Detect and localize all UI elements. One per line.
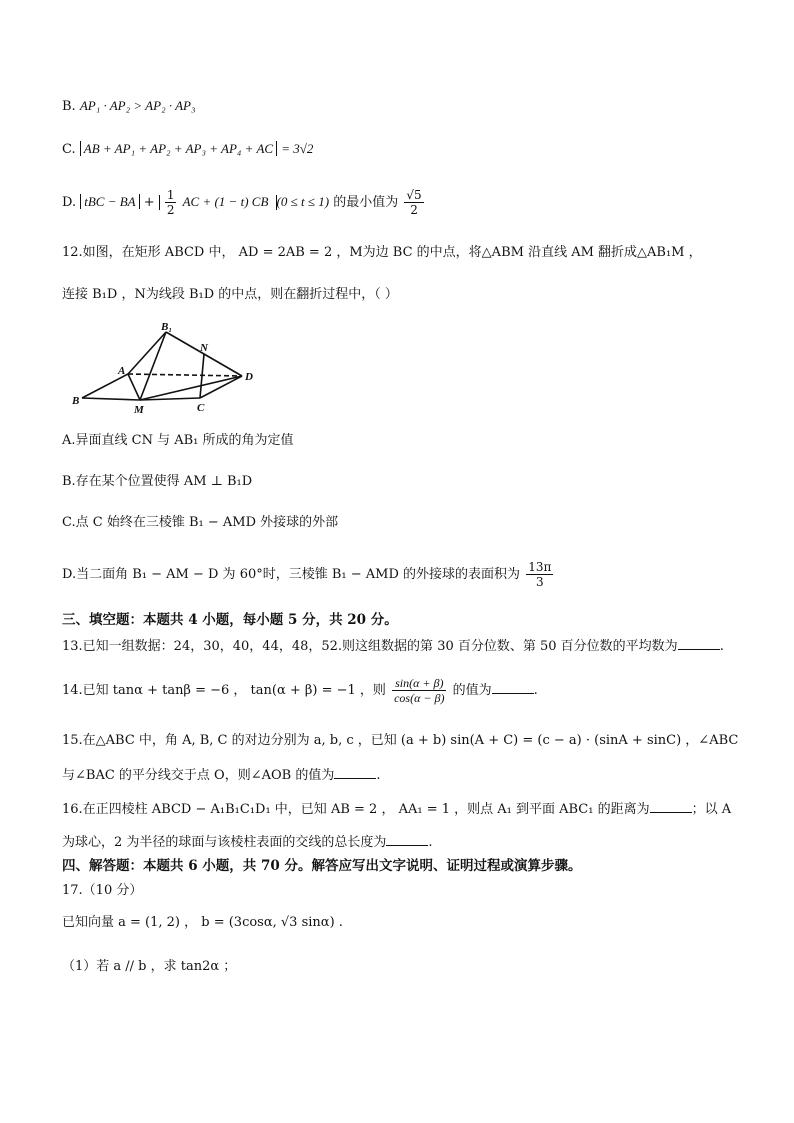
answer-blank bbox=[386, 833, 428, 846]
edge-BA bbox=[82, 374, 128, 398]
q12-stem-line-1: 12.如图，在矩形 ABCD 中， AD = 2AB = 2 ，M为边 BC 的中点，将△ABM 沿直线 AM 翻折成△AB₁M ， bbox=[62, 245, 702, 260]
option-b-expression: AP₁ · AP₂ > AP₂ · AP₃ bbox=[79, 98, 196, 113]
label-M: M bbox=[134, 404, 144, 416]
q17-given: 已知向量 a = (1, 2) ， b = (3cosα, √3 sinα) . bbox=[62, 915, 343, 930]
q16-line-1 bbox=[62, 800, 731, 819]
q17-part-1: （1）若 a // b ，求 tan2α ； bbox=[62, 959, 237, 974]
q14-tail: 的值为 bbox=[452, 683, 492, 698]
edge-AD-dashed bbox=[128, 374, 242, 376]
fraction-denominator: cos(α − β) bbox=[394, 691, 445, 705]
q12-stem-line-2: 连接 B₁D ，N为线段 B₁D 的中点，则在翻折过程中，（ ） bbox=[62, 287, 398, 302]
option-c-rhs: = 3√2 bbox=[281, 141, 314, 156]
fraction-denominator: 3 bbox=[535, 575, 544, 589]
q16-line-2: 为球心，2 为半径的球面与该棱柱表面的交线的总长度为 . bbox=[62, 835, 433, 850]
option-d-abs-term-1: tBC − BA bbox=[80, 194, 139, 209]
option-d-label: D. bbox=[62, 195, 77, 210]
option-d-term-2: AC + (1 − t) CB bbox=[182, 194, 269, 209]
q14-fraction bbox=[392, 676, 446, 705]
option-d bbox=[62, 188, 426, 217]
option-b-label: B. bbox=[62, 99, 76, 114]
option-d-answer-fraction bbox=[404, 188, 423, 217]
option-d-half-fraction bbox=[165, 188, 177, 217]
option-d-tail: 的最小值为 bbox=[333, 195, 399, 210]
fraction-numerator: 13π bbox=[528, 560, 552, 574]
fraction-denominator: 2 bbox=[410, 203, 418, 217]
q12-option-a: A.异面直线 CN 与 AB₁ 所成的角为定值 bbox=[62, 433, 294, 448]
q16-line-1-text: 16.在正四棱柱 ABCD − A₁B₁C₁D₁ 中，已知 AB = 2 ， AA₁ = 1 ，则点 A₁ 到平面 ABC₁ 的距离为 bbox=[62, 802, 650, 817]
option-c-label: C. bbox=[62, 142, 76, 157]
answer-blank bbox=[650, 800, 692, 813]
answer-blank bbox=[334, 766, 376, 779]
q12-option-b: B.存在某个位置使得 AM ⊥ B₁D bbox=[62, 474, 253, 489]
edge-BM bbox=[82, 398, 140, 400]
q16-line-2-text: 为球心，2 为半径的球面与该棱柱表面的交线的总长度为 bbox=[62, 835, 387, 850]
option-c bbox=[62, 140, 313, 159]
q12-option-d-text: D.当二面角 B₁ − AM − D 为 60°时，三棱锥 B₁ − AMD 的外接球的表面积为 bbox=[62, 567, 521, 582]
label-C: C bbox=[197, 402, 205, 414]
answer-blank bbox=[492, 681, 534, 694]
q12-option-d-fraction bbox=[526, 560, 553, 589]
section-3-heading: 三、填空题：本题共 4 小题，每小题 5 分，共 20 分。 bbox=[62, 612, 398, 628]
section-4-heading: 四、解答题：本题共 6 小题，共 70 分。解答应写出文字说明、证明过程或演算步骤。 bbox=[62, 858, 582, 874]
q13: 13.已知一组数据：24，30，40，44，48，52.则这组数据的第 30 百分位数、第 50 百分位数的平均数为 . bbox=[62, 639, 724, 654]
q13-text: 13.已知一组数据：24，30，40，44，48，52.则这组数据的第 30 百分位数、第 50 百分位数的平均数为 bbox=[62, 639, 678, 654]
edge-B1M bbox=[140, 332, 166, 400]
q12-fold-figure bbox=[70, 318, 270, 416]
q17-heading: 17.（10 分） bbox=[62, 883, 143, 898]
answer-blank bbox=[678, 637, 720, 650]
edge-CD bbox=[200, 376, 242, 398]
label-B: B bbox=[72, 395, 80, 407]
q12-option-c: C.点 C 始终在三棱锥 B₁ − AMD 外接球的外部 bbox=[62, 515, 339, 530]
q15-line-2-text: 与∠BAC 的平分线交于点 O，则∠AOB 的值为 bbox=[62, 768, 335, 783]
option-d-abs-term-2 bbox=[159, 188, 277, 217]
q14-text: 14.已知 tanα + tanβ = −6 ， tan(α + β) = −1 ，则 bbox=[62, 683, 386, 698]
label-B1: B₁ bbox=[161, 321, 173, 333]
label-A: A bbox=[118, 365, 126, 377]
fraction-denominator: 2 bbox=[166, 203, 175, 217]
edge-AB1 bbox=[128, 332, 166, 374]
q15-line-2: 与∠BAC 的平分线交于点 O，则∠AOB 的值为 . bbox=[62, 768, 381, 783]
label-N: N bbox=[200, 342, 208, 354]
q14: 14.已知 tanα + tanβ = −6 ， tan(α + β) = −1 ，则 $\frac{\sin(\alpha + \beta)}{\cos(\alpha - \beta)}$ 的值为 . bbox=[62, 676, 538, 705]
q15-line-1: 15.在△ABC 中，角 A, B, C 的对边分别为 a, b, c ，已知 (a + b) sin(A + C) = (c − a) · (sinA + sinC) ，∠ABC bbox=[62, 733, 739, 748]
option-d-plus: + bbox=[143, 195, 155, 210]
q12-option-d bbox=[62, 560, 555, 589]
option-d-condition: (0 ≤ t ≤ 1) bbox=[276, 194, 330, 209]
edge-AM bbox=[128, 374, 140, 400]
label-D: D bbox=[245, 371, 253, 383]
option-c-vector-sum: AB + AP₁ + AP₂ + AP₃ + AP₄ + AC bbox=[80, 141, 277, 156]
q16-line-1-tail: ；以 A bbox=[691, 802, 732, 817]
fraction-numerator: 1 bbox=[166, 188, 175, 202]
option-b bbox=[62, 97, 196, 116]
fraction-numerator: sin(α + β) bbox=[392, 676, 446, 691]
fraction-numerator: √5 bbox=[406, 188, 422, 202]
edge-MD bbox=[140, 376, 242, 400]
